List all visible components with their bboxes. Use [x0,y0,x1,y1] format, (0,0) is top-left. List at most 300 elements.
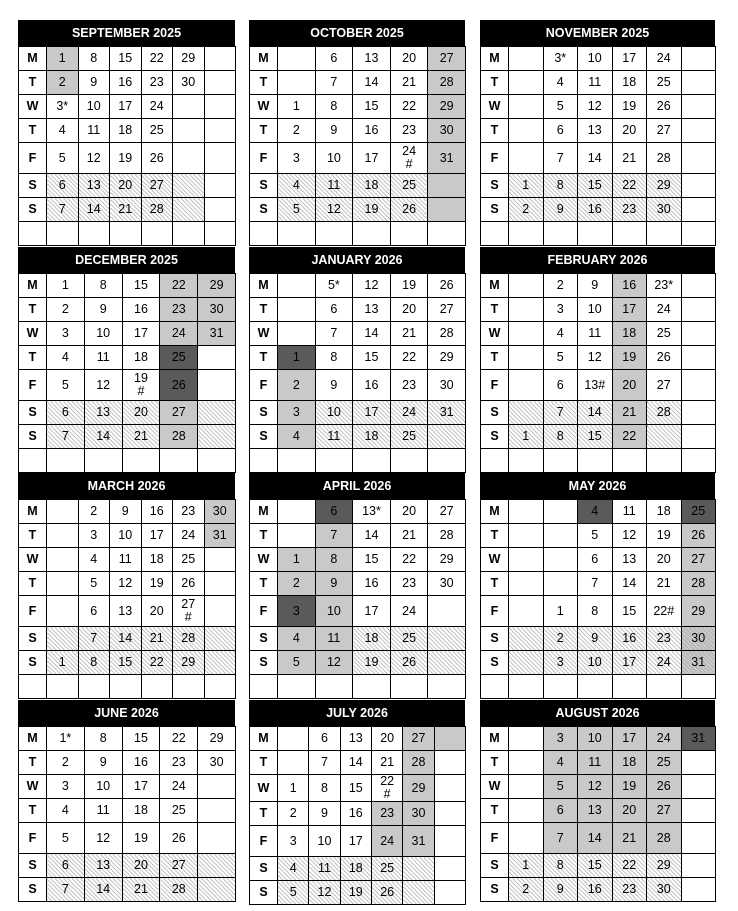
day-number: 25 [402,178,417,192]
day-cell [390,548,428,572]
weekday-label: S [19,198,47,222]
weekday-label: T [481,751,509,775]
spacer-cell [122,449,160,473]
week-row [250,596,466,627]
day-number: 26 [691,528,706,542]
week-row [250,322,466,346]
weekday-label: W [250,95,278,119]
day-cell [204,47,236,71]
week-row [19,119,236,143]
day-cell [173,524,205,548]
day-cell [578,524,613,548]
day-number: 27 [656,377,671,392]
day-number: 24 [656,51,671,65]
weekday-label: S [250,401,278,425]
spacer-cell [47,675,79,699]
day-number: 31 [691,731,706,745]
weekday-label: M [481,500,509,524]
day-cell [315,174,353,198]
day-cell [160,370,198,401]
day-number: 19 [364,655,379,669]
day-cell [353,198,391,222]
day-cell [509,298,544,322]
day-cell [509,322,544,346]
weekday-label: T [481,298,509,322]
day-number: 7 [556,405,564,419]
day-number: 20 [622,803,637,817]
weekday-label: S [250,651,278,675]
day-number: 6 [330,302,338,316]
day-cell [84,775,122,799]
day-cell [122,425,160,449]
day-number: 31 [439,150,454,165]
day-number: 5 [61,377,69,392]
day-cell [681,298,716,322]
day-number: 12 [587,99,602,113]
day-number: 10 [587,302,602,316]
day-cell [612,651,647,675]
day-cell [578,143,613,174]
day-cell [353,572,391,596]
day-number: 30 [411,806,426,820]
day-cell [173,47,205,71]
day-number: 11 [96,350,110,364]
day-number: 6 [556,123,564,137]
day-cell [428,119,466,143]
day-number: 5 [556,350,564,364]
week-row [481,401,716,425]
month-grid [18,46,236,246]
day-cell [428,627,466,651]
day-number: 25 [691,504,706,518]
day-cell [78,596,110,627]
day-cell [340,775,371,802]
day-number: 16 [622,278,637,292]
day-number: 17 [149,528,164,542]
day-number: 29 [439,552,454,566]
day-cell [84,274,122,298]
month-title: DECEMBER 2025 [18,247,235,273]
day-cell [78,524,110,548]
day-cell [110,500,142,524]
weekday-label: T [250,346,278,370]
day-cell [681,775,716,799]
day-cell [578,751,613,775]
day-number: 23 [171,302,186,316]
day-cell [509,799,544,823]
spacer-cell [250,449,278,473]
day-cell [390,627,428,651]
day-cell [509,71,544,95]
day-number: 5 [556,779,564,793]
day-cell [78,47,110,71]
day-cell [509,823,544,854]
day-cell [647,274,682,298]
day-cell [353,274,391,298]
day-cell [390,143,428,174]
day-number: 28 [149,202,164,216]
spacer-cell [647,675,682,699]
day-number: 4 [61,803,69,817]
month-title: APRIL 2026 [249,473,465,499]
spacer-cell [390,675,428,699]
day-cell [47,198,79,222]
day-cell [173,174,205,198]
day-cell [578,878,613,902]
day-marker: # [383,787,391,801]
day-cell [509,775,544,799]
day-number: 8 [90,655,98,669]
day-number: 4 [292,429,300,443]
day-number: 28 [411,755,426,769]
day-number: 29 [411,780,426,795]
week-row [250,775,466,802]
day-cell [371,826,402,857]
day-cell [353,47,391,71]
day-cell [428,370,466,401]
day-cell [612,524,647,548]
day-cell [681,370,716,401]
day-cell [509,651,544,675]
day-number: 21 [656,576,671,590]
day-cell [428,274,466,298]
day-cell [84,346,122,370]
day-number: 25 [656,326,671,340]
day-cell [278,572,316,596]
day-number: 23 [402,377,417,392]
weekday-label: T [481,346,509,370]
day-number: 7 [61,429,69,443]
week-row [481,174,716,198]
day-cell [647,174,682,198]
day-cell [428,425,466,449]
day-cell [173,71,205,95]
day-cell [612,548,647,572]
day-cell [353,627,391,651]
weekday-label: W [250,322,278,346]
day-cell [173,596,205,627]
spacer-cell [612,449,647,473]
day-cell [403,802,434,826]
day-number: 17 [348,833,363,848]
day-cell [173,627,205,651]
day-cell [122,401,160,425]
day-cell [434,727,465,751]
day-cell [278,71,316,95]
spacer-cell [315,222,353,246]
day-number: 5 [292,655,300,669]
day-cell [543,198,578,222]
day-number: 11 [87,123,101,137]
day-number: 12 [118,576,133,590]
day-cell [543,799,578,823]
day-cell [509,174,544,198]
day-cell [353,143,391,174]
day-number: 15 [364,552,379,566]
day-cell [647,119,682,143]
day-number: 18 [656,504,671,518]
day-number: 11 [588,755,602,769]
day-cell [309,881,340,905]
day-number: 6 [556,377,564,392]
day-cell [198,298,236,322]
day-cell [84,878,122,902]
day-cell [198,322,236,346]
day-cell [198,401,236,425]
day-cell [612,346,647,370]
day-number: 9 [591,278,599,292]
day-cell [84,799,122,823]
weekday-label: F [250,143,278,174]
day-cell [612,627,647,651]
week-row [481,198,716,222]
spacer-cell [173,675,205,699]
day-cell [612,775,647,799]
day-number: 12 [86,150,101,165]
spacer-cell [278,222,316,246]
weekday-label: S [481,878,509,902]
day-cell [578,95,613,119]
day-number: 27 [411,731,426,745]
day-number: 4 [292,631,300,645]
spacer-cell [278,675,316,699]
weekday-label: T [250,298,278,322]
weekday-label: T [19,298,47,322]
day-number: 16 [364,576,379,590]
spacer-row [19,222,236,246]
day-cell [353,524,391,548]
day-number: 21 [118,202,133,216]
day-cell [612,878,647,902]
day-number: 4 [289,861,297,875]
day-number: 7 [61,882,69,896]
weekday-label: S [481,174,509,198]
week-row [481,596,716,627]
day-cell [509,727,544,751]
day-cell [160,775,198,799]
day-number: 21 [622,405,637,419]
day-number: 30 [209,755,224,769]
day-number: 22 [171,278,186,292]
day-number: 22 [149,655,164,669]
weekday-label: S [250,627,278,651]
day-number: 2 [90,504,98,518]
spacer-cell [428,675,466,699]
weekday-label: M [481,274,509,298]
day-cell [543,425,578,449]
day-cell [647,95,682,119]
day-cell [122,799,160,823]
day-cell [353,95,391,119]
weekday-label: T [250,572,278,596]
spacer-cell [681,222,716,246]
day-cell [204,174,236,198]
week-row [250,881,466,905]
day-number: 18 [622,755,637,769]
day-cell [428,401,466,425]
day-cell [578,425,613,449]
day-cell [578,346,613,370]
day-number: 22 [149,51,164,65]
day-cell [278,775,309,802]
day-cell [390,425,428,449]
day-cell [371,775,402,802]
weekday-label: F [19,596,47,627]
day-cell [141,627,173,651]
day-cell [509,572,544,596]
day-cell [315,298,353,322]
day-cell [78,95,110,119]
day-number: 1 [58,655,66,669]
spacer-cell [110,222,142,246]
day-cell [612,47,647,71]
day-number: 10 [317,833,332,848]
day-cell [340,857,371,881]
day-cell [578,548,613,572]
day-number: 5 [591,528,599,542]
day-cell [204,524,236,548]
day-cell [315,119,353,143]
spacer-cell [315,449,353,473]
weekday-label: S [19,174,47,198]
day-number: 22 [622,178,637,192]
day-cell [309,857,340,881]
day-cell [681,823,716,854]
day-number: 15 [587,178,602,192]
day-number: 11 [327,178,341,192]
day-number: 10 [118,528,133,542]
day-cell [543,548,578,572]
month-title: MARCH 2026 [18,473,235,499]
day-number: 24 [181,528,196,542]
weekday-label: W [481,548,509,572]
day-number: 1 [292,350,300,364]
day-number: 26 [656,350,671,364]
week-row [250,572,466,596]
day-marker: # [405,157,413,171]
weekday-label: T [250,524,278,548]
day-number: 26 [402,655,417,669]
day-cell [578,596,613,627]
day-cell [198,775,236,799]
day-number: 1 [556,603,564,618]
day-cell [141,143,173,174]
week-row [250,143,466,174]
day-number: 31 [439,405,454,419]
day-cell [612,751,647,775]
day-number: 21 [134,429,148,443]
day-number: 10 [587,51,602,65]
day-number: 10 [326,405,341,419]
day-cell [122,878,160,902]
day-cell [403,881,434,905]
month-grid [480,273,716,473]
month-title: NOVEMBER 2025 [480,20,715,46]
day-number: 8 [99,278,107,292]
day-cell [371,881,402,905]
day-cell [315,322,353,346]
week-row [481,143,716,174]
weekday-label: F [481,370,509,401]
week-row [19,596,236,627]
day-cell [509,370,544,401]
day-number: 30 [656,202,671,216]
day-cell [278,198,316,222]
weekday-label: M [481,727,509,751]
day-number: 8 [90,51,98,65]
day-cell [340,727,371,751]
week-row [481,95,716,119]
weekday-label: T [250,751,278,775]
day-cell [84,854,122,878]
spacer-cell [390,449,428,473]
weekday-label: T [19,751,47,775]
day-cell [647,524,682,548]
day-cell [173,119,205,143]
day-cell [390,274,428,298]
day-cell [647,775,682,799]
day-number: 27 [439,504,454,518]
day-cell [278,524,316,548]
day-cell [403,826,434,857]
day-cell [78,651,110,675]
day-cell [278,651,316,675]
weekday-label: S [481,854,509,878]
day-cell [434,857,465,881]
day-number: 27 [656,123,671,137]
spacer-row [250,222,466,246]
day-cell [428,572,466,596]
day-cell [647,727,682,751]
day-cell [315,401,353,425]
day-number: 30 [212,504,227,518]
day-number: 16 [348,806,363,820]
day-number: 18 [364,631,379,645]
day-number: 17 [622,51,637,65]
week-row [19,854,236,878]
day-number: 15 [134,731,148,745]
day-cell [160,727,198,751]
day-cell [578,651,613,675]
day-number: 19 [622,99,637,113]
day-cell [309,751,340,775]
month-title: SEPTEMBER 2025 [18,20,235,46]
month-title: MAY 2026 [480,473,715,499]
day-cell [543,71,578,95]
week-row [19,298,236,322]
weekday-label: T [19,71,47,95]
day-number: 24 [402,405,417,419]
day-cell [122,751,160,775]
weekday-label: W [250,775,278,802]
day-cell [647,322,682,346]
day-cell [681,548,716,572]
week-row [481,47,716,71]
day-number: 20 [622,377,637,392]
week-row [19,47,236,71]
day-number: 29 [439,350,454,364]
day-cell [543,878,578,902]
day-number: 7 [591,576,599,590]
day-number: 22 [380,774,395,788]
day-number: 14 [364,528,379,542]
day-cell [78,548,110,572]
day-cell [390,47,428,71]
week-row [19,878,236,902]
day-number: 7 [556,830,564,845]
day-cell [340,802,371,826]
day-marker: # [137,384,145,398]
